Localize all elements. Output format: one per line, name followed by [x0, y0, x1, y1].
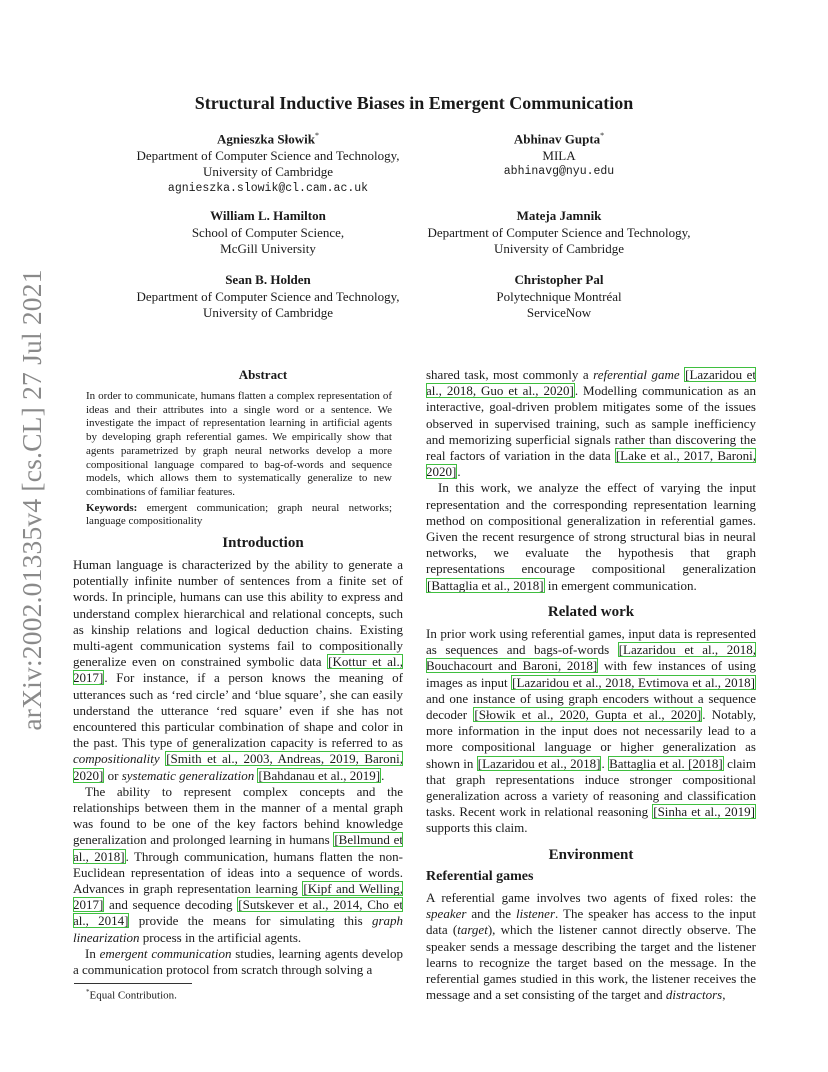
text-run-italic: graph linearization [73, 913, 403, 945]
author-email[interactable]: agnieszka.slowik@cl.cam.ac.uk [167, 181, 369, 195]
author-name: Mateja Jamnik [516, 208, 602, 223]
text-run: . Notably, more information in the input does not necessarily lead to a more compositional language or higher generalization as shown in [426, 707, 756, 771]
abstract-heading: Abstract [238, 367, 288, 382]
referential-games-heading: Referential games [426, 869, 534, 884]
citation-link[interactable]: [Smith et al., 2003, Andreas, 2019, Baroni, 2020] [73, 751, 404, 783]
introduction-heading: Introduction [222, 535, 304, 551]
author-affiliation: ServiceNow [526, 305, 592, 320]
text-run: and the [466, 906, 517, 922]
intro-paragraph-2 [73, 784, 403, 946]
author-affiliation: McGill University [220, 241, 316, 256]
author-affiliation: University of Cambridge [203, 305, 333, 320]
intro-paragraph-3 [73, 946, 403, 978]
text-run: shared task, most commonly a [426, 367, 594, 382]
author-email[interactable]: abhinavg@nyu.edu [503, 165, 615, 179]
footnote [86, 988, 177, 1002]
text-run: A referential game involves two agents of fixed roles: the [426, 890, 756, 905]
paper-title: Structural Inductive Biases in Emergent Communication [194, 93, 634, 113]
citation-link[interactable]: [Sutskever et al., 2014, Cho et al., 2014] [73, 897, 403, 929]
text-run: Human language is characterized by the ability to generate a potentially infinite number of sentences from a finite set of words. In principle, humans can use this ability to express and understand complex hierarchical and relational concepts, such as kinship relations and logical deduction chains. Existing multi-agent communication systems fail to compositionally generalize even on constrained symbolic data [73, 557, 403, 670]
footnote-mark: * [86, 988, 90, 996]
footnote-text: Equal Contribution. [89, 989, 177, 1002]
citation-link[interactable]: [Kottur et al., 2017] [73, 654, 403, 686]
equal-contribution-mark: * [600, 131, 605, 140]
text-run: provide the means for simulating this [129, 913, 372, 929]
text-run-italic: emergent communication [99, 945, 232, 961]
citation-link[interactable]: [Słowik et al., 2020, Gupta et al., 2020] [474, 707, 702, 723]
citation-link[interactable]: [Sinha et al., 2019] [653, 804, 755, 820]
introduction-body [73, 557, 403, 978]
text-run: claim that graph representations induce stronger compositional generalization across a variety of reasoning and classification tasks. Recent work in relational reasoning [426, 755, 756, 820]
author-block-5 [130, 272, 406, 322]
author-block-6 [420, 272, 698, 322]
author-block-1 [130, 128, 406, 197]
text-run-italic: speaker [426, 906, 467, 922]
citation-link[interactable]: [Kipf and Welling, 2017] [73, 881, 403, 913]
citation-link[interactable]: [Bellmund et al., 2018] [73, 832, 403, 864]
author-block-2 [420, 128, 698, 181]
text-run: The ability to represent complex concepts and the relationships between them in the manner of a mental graph was found to be one of the key factors behind knowledge generalization and prolonged learning in humans [73, 783, 403, 848]
citation-link[interactable]: [Lazaridou et al., 2018] [477, 755, 601, 771]
author-name: Sean B. Holden [225, 272, 311, 287]
text-run: ), which the listener cannot directly observe. The speaker sends a message describing the target and the listener learns to recognize the target based on the message. In the referential games studied in this work, the listener receives the message and a set consisting of the target and [426, 922, 756, 1003]
author-block-4 [420, 208, 698, 258]
text-run-italic: referential game [593, 367, 680, 382]
this-work-paragraph [426, 480, 756, 593]
continued-paragraph [426, 367, 756, 480]
keywords [86, 502, 392, 529]
related-work-heading: Related work [547, 604, 635, 620]
environment-heading: Environment [548, 847, 634, 863]
text-run: In prior work using referential games, input data is represented as sequences and bags-of-words [426, 626, 756, 658]
text-run-italic: systematic generalization [121, 767, 255, 783]
text-run: and sequence decoding [104, 897, 238, 913]
arxiv-stamp-text: arXiv:2002.01335v4 [cs.CL] 27 Jul 2021 [16, 269, 47, 731]
citation-link[interactable]: [Lake et al., 2017, Baroni, 2020] [426, 448, 756, 480]
equal-contribution-mark: * [314, 131, 319, 140]
text-run: In this work, we analyze the effect of varying the input representation and the corresponding representation learning method on compositional generalization in referential games. Given the recent resurgence of strong structural bias in neural networks, we evaluate the hypothesis that graph representations encourage compositional generalization [426, 480, 756, 577]
text-run: . [381, 767, 385, 783]
text-run: . Through communication, humans flatten the non-Euclidean representation of ideas into a sequence of words. Advances in graph representation learning [73, 848, 403, 897]
author-affiliation: MILA [542, 147, 576, 163]
author-affiliation: Department of Computer Science and Technology, [136, 147, 400, 163]
text-run-italic: target [457, 922, 488, 938]
related-work-body [426, 626, 756, 837]
citation-link[interactable]: [Battaglia et al., 2018] [427, 577, 544, 593]
text-run: . [457, 464, 461, 480]
keywords-label: Keywords: [86, 501, 138, 514]
text-run: , [722, 987, 726, 1003]
text-run: . [601, 755, 609, 771]
author-affiliation: Department of Computer Science and Technology, [427, 224, 691, 240]
abstract-body [86, 390, 392, 529]
keywords-text: emergent communication; graph neural networks; language compositionality [86, 501, 392, 528]
related-work-paragraph [426, 626, 756, 837]
citation-link[interactable]: Battaglia et al. [2018] [609, 755, 723, 771]
text-run: or [104, 767, 122, 783]
author-name: Abhinav Gupta [513, 131, 601, 147]
environment-paragraph [426, 890, 756, 1003]
text-run: with few instances of using images as input [426, 658, 756, 690]
abstract-text: In order to communicate, humans flatten a complex representation of ideas and their attributes into a single word or a sentence. We investigate the impact of representation learning in artificial agents by developing graph referential games. We empirically show that agents parametrized by graph neural networks develop a more compositional language compared to bag-of-words and sequence models, which allows them to systematically generalize to new combinations of familiar features. [86, 390, 392, 498]
text-run: supports this claim. [426, 820, 528, 836]
text-run: . Modelling communication as an interactive, goal-driven problem mitigates some of the issues observed in supervised training, such as sample inefficiency and memorizing superficial signals rather than discovering the real factors of variation in the data [426, 383, 756, 464]
text-run: and one instance of using graph encoders without a sequence decoder [426, 690, 756, 723]
author-affiliation: Polytechnique Montréal [496, 288, 622, 304]
citation-link[interactable]: [Bahdanau et al., 2019] [258, 767, 381, 783]
citation-link[interactable]: [Lazaridou et al., 2018, Guo et al., 2020] [426, 367, 757, 399]
text-run: studies, learning agents develop a communication protocol from scratch through solving a [73, 945, 403, 978]
text-run: In [85, 945, 100, 961]
text-run: . For instance, if a person knows the meaning of utterances such as ‘red circle’ and ‘blue square’, she can easily understand the utterance ‘red square’ even if she has not encountered this particular combination of shape and color in the past. This type of generalization capacity is referred to as [73, 670, 403, 751]
right-column-top [426, 367, 756, 594]
text-run-italic: compositionality [73, 751, 160, 767]
text-run-italic: distractors [665, 987, 723, 1003]
intro-paragraph-1 [73, 557, 403, 784]
text-run: process in the artificial agents. [139, 929, 302, 945]
text-run: . The speaker has access to the input data ( [426, 906, 756, 938]
author-affiliation: Department of Computer Science and Technology, [136, 288, 400, 304]
author-affiliation: University of Cambridge [203, 164, 333, 180]
author-block-3 [130, 208, 406, 258]
text-run-italic: listener [516, 906, 556, 922]
author-affiliation: School of Computer Science, [191, 224, 345, 240]
author-name: Christopher Pal [514, 272, 604, 287]
footnote-rule [74, 983, 192, 984]
author-affiliation: University of Cambridge [494, 241, 624, 256]
text-run: in emergent communication. [544, 577, 697, 593]
arxiv-stamp [14, 269, 50, 731]
author-name: Agnieszka Słowik [217, 131, 315, 147]
environment-body [426, 890, 756, 1003]
citation-link[interactable]: [Lazaridou et al., 2018, Bouchacourt and Baroni, 2018] [426, 642, 756, 674]
author-name: William L. Hamilton [210, 208, 326, 223]
citation-link[interactable]: [Lazaridou et al., 2018, Evtimova et al., 2018] [512, 674, 755, 690]
